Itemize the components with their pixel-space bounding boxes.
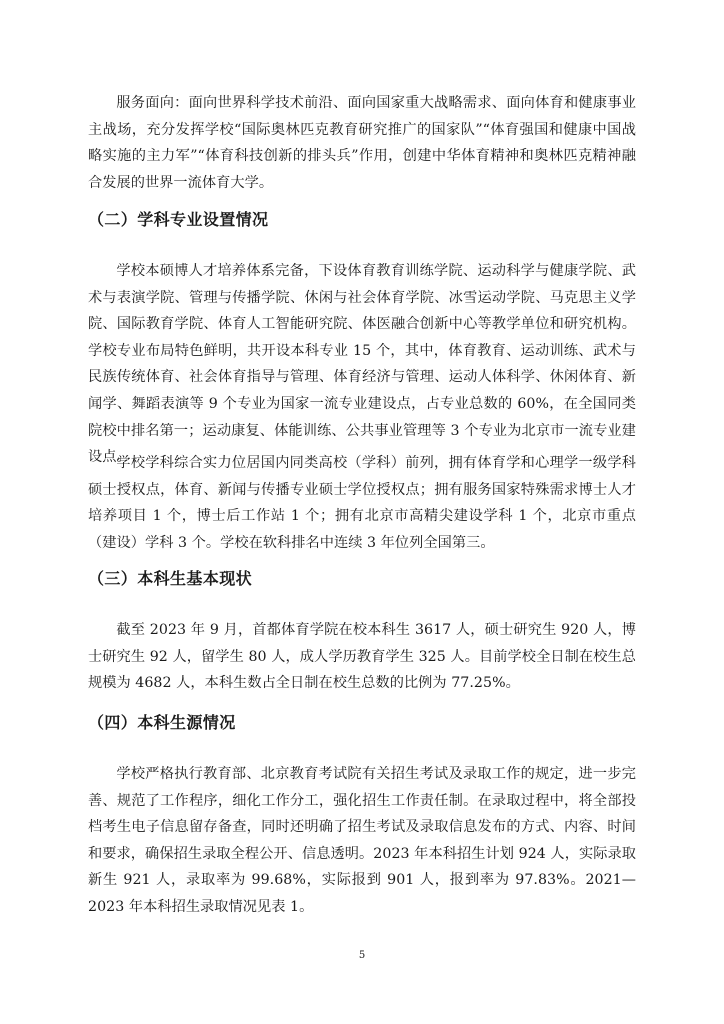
section-heading-admissions: （四）本科生源情况 <box>88 713 236 732</box>
page-number: 5 <box>358 950 366 961</box>
section-heading-disciplines: （二）学科专业设置情况 <box>88 210 269 229</box>
disciplines-paragraph-2: 学校学科综合实力位居国内同类高校（学科）前列，拥有体育学和心理学一级学科硕士授权点，体育、新闻与传播专业硕士学位授权点；拥有服务国家特殊需求博士人才培养项目 1 个，博士后工作站 1 个；拥有北京市高精尖建设学科 1 个，北京市重点（建设）学科 3 个。学校在软科排名中连续 3 年位列全国第三。 <box>88 455 636 551</box>
admissions-paragraph: 学校严格执行教育部、北京教育考试院有关招生考试及录取工作的规定，进一步完善、规范了工作程序，细化工作分工，强化招生工作责任制。在录取过程中，将全部投档考生电子信息留存备查，同时还明确了招生考试及录取信息发布的方式、内容、时间和要求，确保招生录取全程公开、信息透明。2023 年本科招生计划 924 人，实际录取新生 921 人，录取率为 99.68%，实际报到 901 人，报到率为 97.83%。2021—2023 年本科招生录取情况见表 1。 <box>88 766 636 915</box>
intro-paragraph: 服务面向：面向世界科学技术前沿、面向国家重大战略需求、面向体育和健康事业主战场，充分发挥学校“国际奥林匹克教育研究推广的国家队”“体育强国和健康中国战略实施的主力军”“体育科技创新的排头兵”作用，创建中华体育精神和奥林匹克精神融合发展的世界一流体育大学。 <box>88 95 636 191</box>
disciplines-paragraph-1: 学校本硕博人才培养体系完备，下设体育教育训练学院、运动科学与健康学院、武术与表演学院、管理与传播学院、休闲与社会体育学院、冰雪运动学院、马克思主义学院、国际教育学院、体育人工智能研究院、体医融合创新中心等教学单位和研究机构。学校专业布局特色鲜明，共开设本科专业 15 个，其中，体育教育、运动训练、武术与民族传统体育、社会体育指导与管理、体育经济与管理、运动人体科学、休闲体育、新闻学、舞蹈表演等 9 个专业为国家一流专业建设点，占专业总数的 60%，在全国同类院校中排名第一；运动康复、体能训练、公共事业管理等 3 个专业为北京市一流专业建设点。 <box>88 263 636 466</box>
section-heading-undergraduate-status: （三）本科生基本现状 <box>88 569 253 588</box>
undergraduate-status-text: 截至 2023 年 9 月，首都体育学院在校本科生 3617 人，硕士研究生 920 人，博士研究生 92 人，留学生 80 人，成人学历教育学生 325 人。目前学校全日制在校生总规模为 4682 人，本科生数占全日制在校生总数的比例为 77.25%。 <box>88 622 636 692</box>
